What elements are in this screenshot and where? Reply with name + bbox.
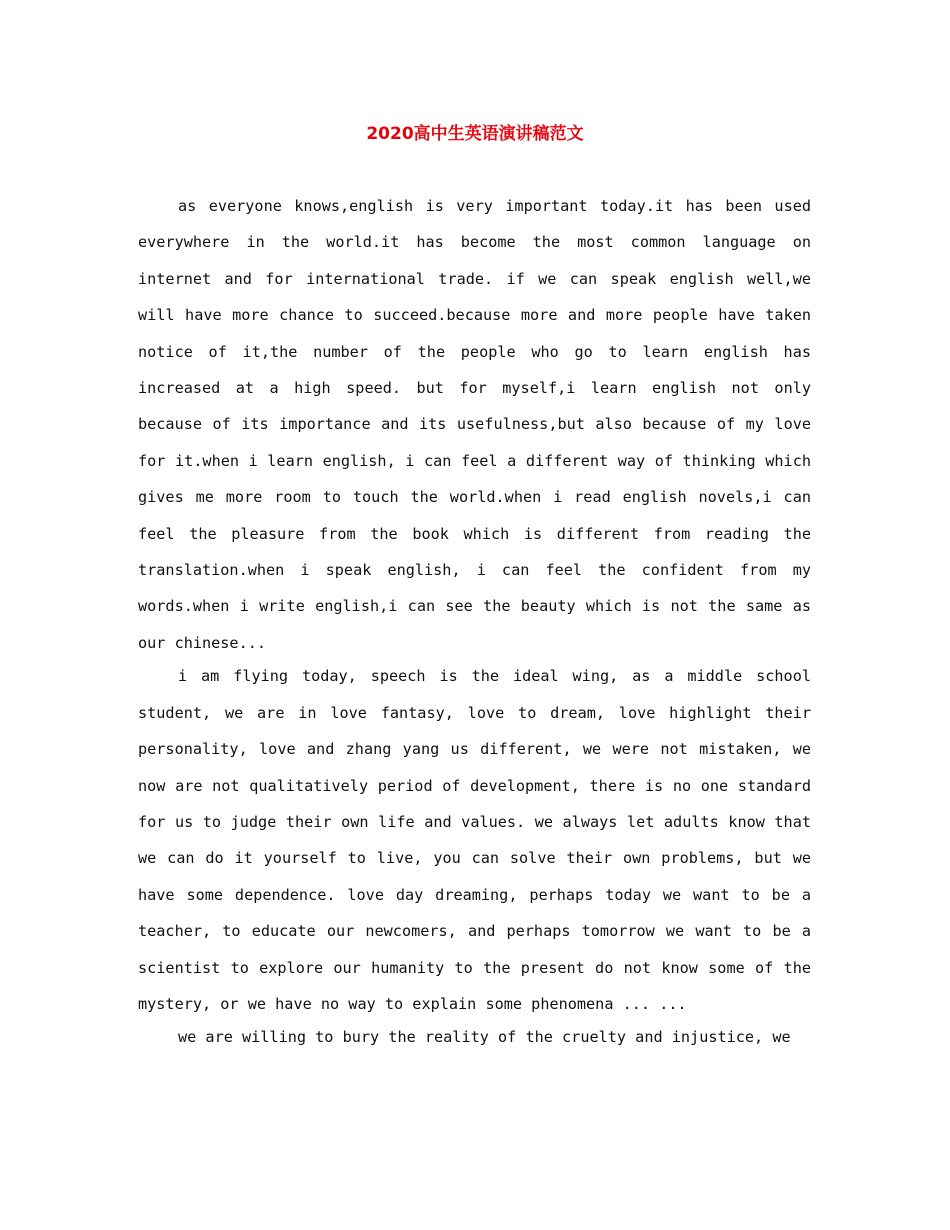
document-title: 2020高中生英语演讲稿范文	[366, 124, 584, 144]
paragraph-1: as everyone knows,english is very important today.it has been used everywhere in the world.it has become the most common language on internet and for international trade. if we can speak english well,we will have more chance to succeed.because more and more people have taken notice of it,the number of the people who go to learn english has increased at a high speed. but for myself,i learn english not only because of its importance and its usefulness,but also because of my love for it.when i learn english, i can feel a different way of thinking which gives me more room to touch the world.when i read english novels,i can feel the pleasure from the book which is different from reading the translation.when i speak english, i can feel the confident from my words.when i write english,i can see the beauty which is not the same as our chinese...	[138, 197, 811, 652]
paragraph-3: we are willing to bury the reality of the cruelty and injustice, we	[178, 1028, 791, 1047]
paragraph-2: i am flying today, speech is the ideal wing, as a middle school student, we are in love fantasy, love to dream, love highlight their personality, love and zhang yang us different, we were not mistaken, we now are not qualitatively period of development, there is no one standard for us to judge their own life and values. we always let adults know that we can do it yourself to live, you can solve their own problems, but we have some dependence. love day dreaming, perhaps today we want to be a teacher, to educate our newcomers, and perhaps tomorrow we want to be a scientist to explore our humanity to the present do not know some of the mystery, or we have no way to explain some phenomena ... ...	[138, 667, 811, 1013]
document-body	[138, 188, 811, 1056]
